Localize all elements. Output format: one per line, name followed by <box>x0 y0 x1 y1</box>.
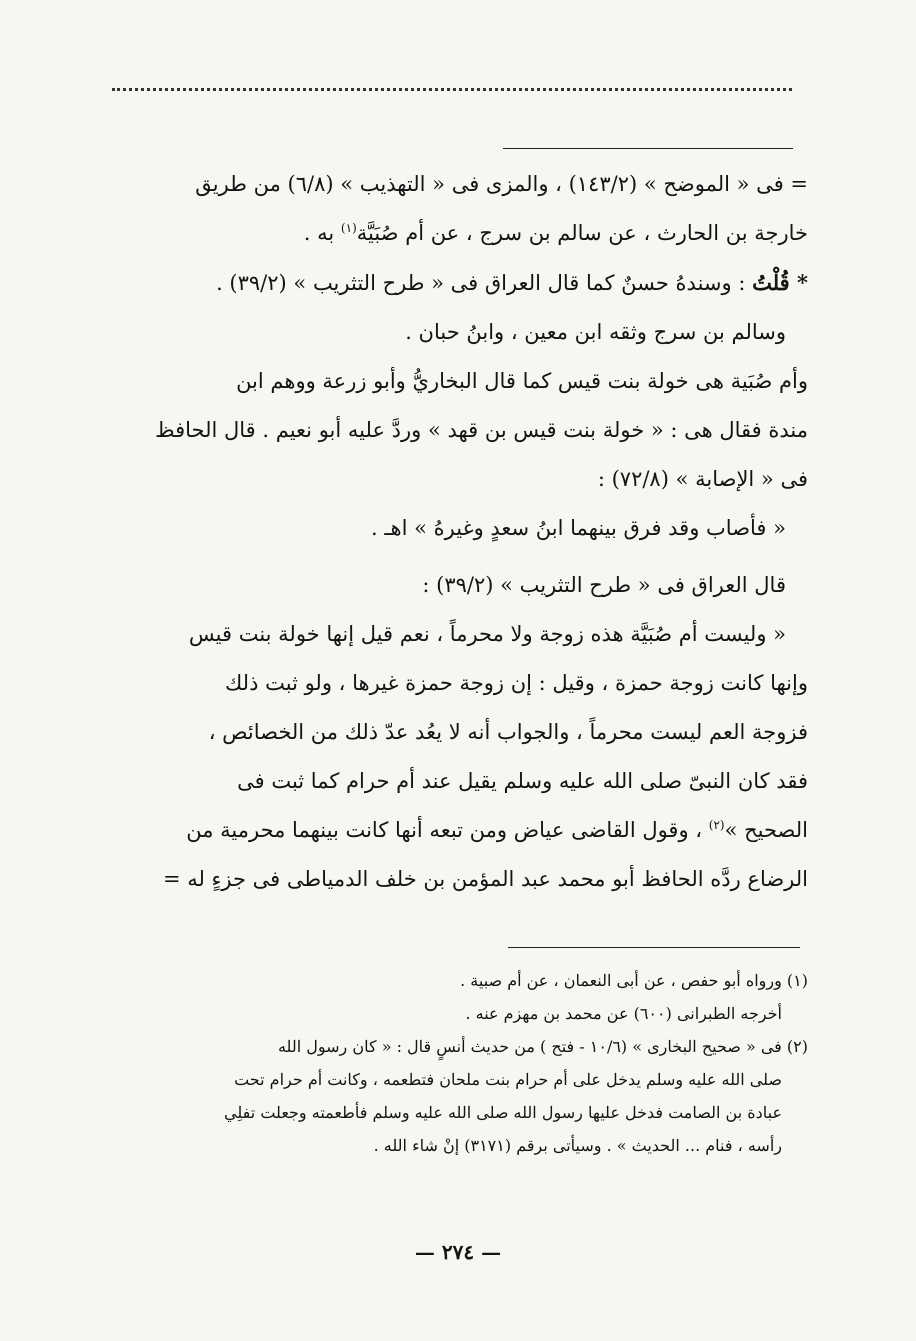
footnote-marker-1[interactable]: (١) <box>340 221 357 235</box>
footnotes <box>108 964 808 1162</box>
dotted-header-rule <box>112 88 792 91</box>
footnote-2-continuation: رأسه ، فنام ... الحديث » . وسيأتى برقم (٣١٧١) إنْ شاء الله . <box>373 1136 782 1155</box>
text-line: فزوجة العم ليست محرماً ، والجواب أنه لا يعُد عدّ ذلك من الخصائص ، <box>208 720 808 744</box>
footnote-2-continuation: عبادة بن الصامت فدخل عليها رسول الله صلى الله عليه وسلم فأطعمته وجعلت تفلِي <box>224 1103 782 1122</box>
text-line: = فى « الموضح » (١٤٣/٢) ، والمزى فى « التهذيب » (٦/٨) من طريق <box>195 172 808 196</box>
text-line: وإنها كانت زوجة حمزة ، وقيل : إن زوجة حمزة غيرها ، ولو ثبت ذلك <box>224 671 808 695</box>
text-line <box>108 209 808 258</box>
footnote-1: (١) ورواه أبو حفص ، عن أبى النعمان ، عن أم صبية . <box>460 971 808 990</box>
text-line: وسالم بن سرج وثقه ابن معين ، وابنُ حبان . <box>405 320 786 344</box>
text-line: قال العراق فى « طرح التثريب » (٣٩/٢) : <box>422 573 786 597</box>
text-line: وأم صُبَية هى خولة بنت قيس كما قال البخاريُّ وأبو زرعة ووهم ابن <box>236 369 808 393</box>
text-segment: : وسندهُ حسنٌ كما قال العراق فى « طرح التثريب » (٣٩/٢) . <box>216 271 753 295</box>
footnote-2-continuation: صلى الله عليه وسلم يدخل على أم حرام بنت ملحان فتطعمه ، وكانت أم حرام تحت <box>234 1070 782 1089</box>
footnote-2: (٢) فى « صحيح البخارى » (١٠/٦ - فتح ) من حديث أنسٍ قال : « كان رسول الله <box>277 1037 808 1056</box>
text-segment: خارجة بن الحارث ، عن سالم بن سرج ، عن أم صُبَيَّة <box>356 221 808 245</box>
continuation-rule <box>503 148 793 149</box>
text-segment: به . <box>303 221 341 245</box>
text-line: فقد كان النبىّ صلى الله عليه وسلم يقيل عند أم حرام كما ثبت فى <box>237 769 808 793</box>
text-line: فى « الإصابة » (٧٢/٨) : <box>597 467 808 491</box>
text-line: الرضاع ردَّه الحافظ أبو محمد عبد المؤمن بن خلف الدمياطى فى جزءٍ له = <box>162 867 808 891</box>
main-text <box>108 160 808 904</box>
page-number: — ٢٧٤ — <box>414 1240 502 1264</box>
footnote-separator <box>508 947 800 948</box>
text-line <box>108 806 808 855</box>
text-line: مندة فقال هى : « خولة بنت قيس بن قهد » وردَّ عليه أبو نعيم . قال الحافظ <box>155 418 808 442</box>
text-segment: الصحيح » <box>724 818 808 842</box>
footnote-1-continuation: أخرجه الطبرانى (٦٠٠) عن محمد بن مهزم عنه . <box>465 1004 782 1023</box>
quote-line: « فأصاب وقد فرق بينهما ابنُ سعدٍ وغيرهُ » اهـ . <box>371 516 786 540</box>
text-line <box>108 258 808 308</box>
footnote-marker-2[interactable]: (٢) <box>708 818 725 832</box>
qult-label: * قُلْتُ <box>752 270 808 295</box>
text-segment: ، وقول القاضى عياض ومن تبعه أنها كانت بينهما محرمية من <box>186 818 709 842</box>
quote-line: « وليست أم صُبَيَّة هذه زوجة ولا محرماً ، نعم قيل إنها خولة بنت قيس <box>188 622 786 646</box>
